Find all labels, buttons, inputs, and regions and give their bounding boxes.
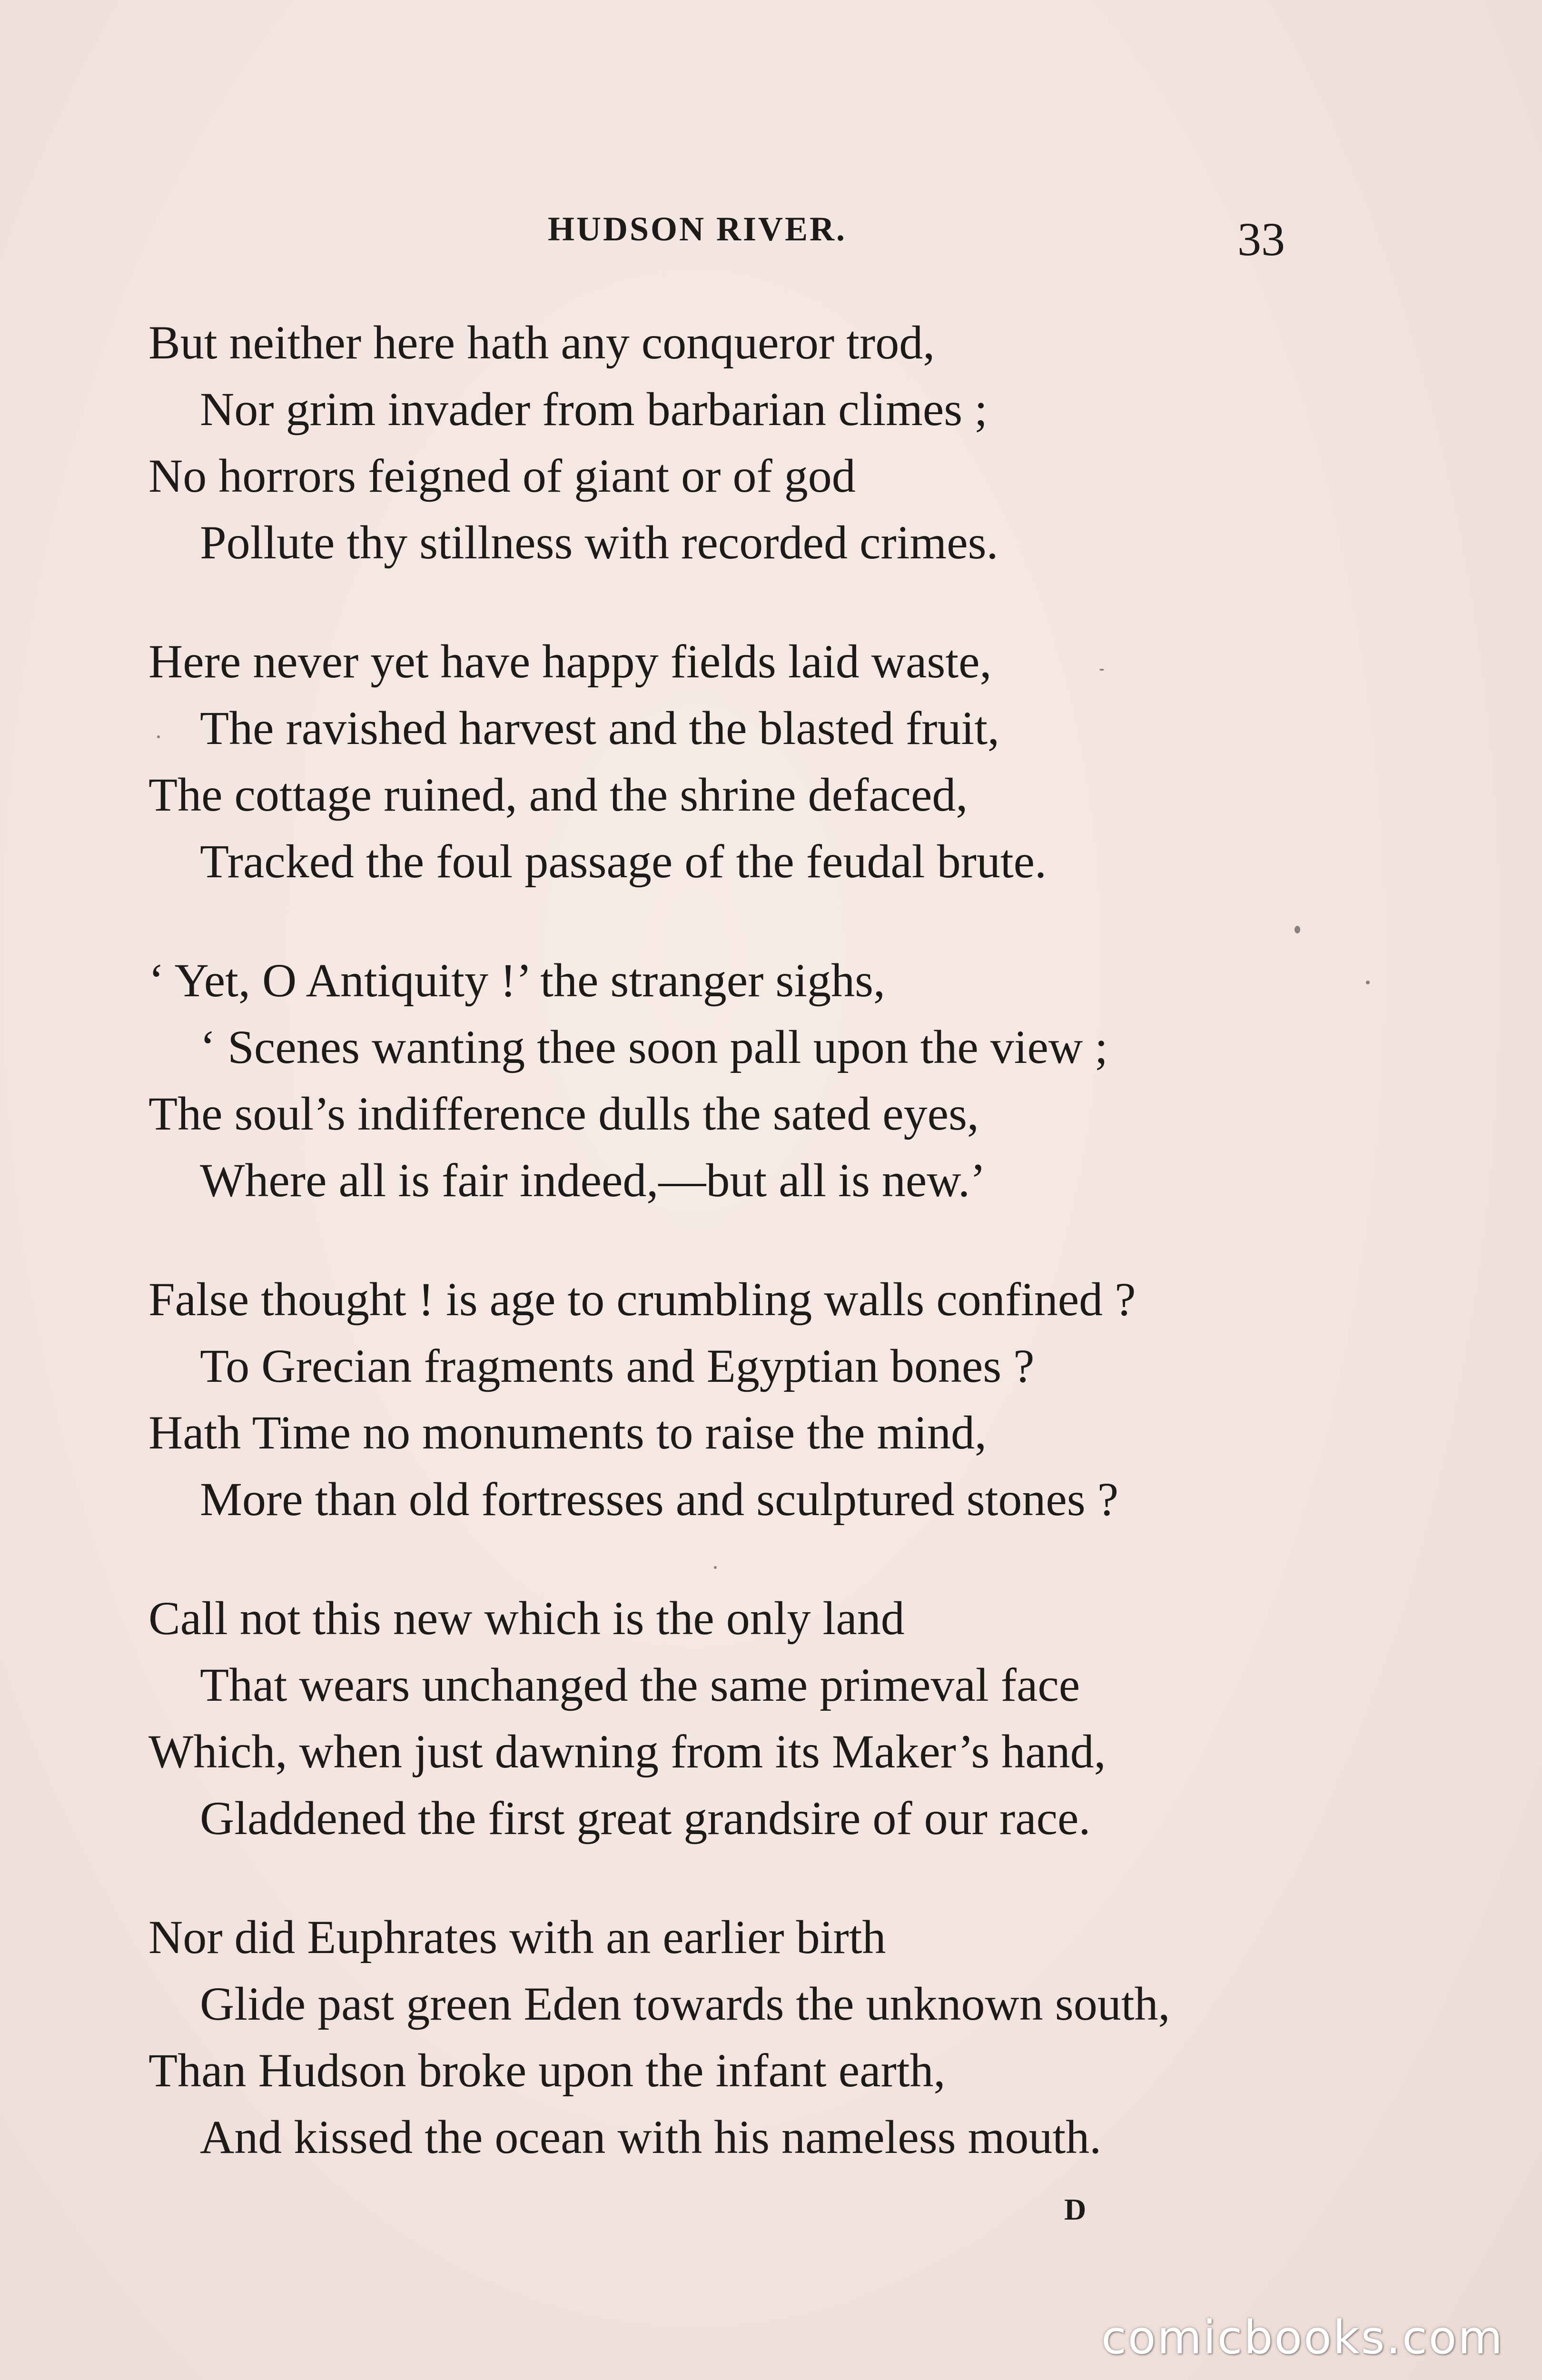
verse-line: Nor grim invader from barbarian climes ; [200, 383, 988, 436]
verse-line: Pollute thy stillness with recorded crimes. [200, 516, 998, 569]
verse-line: Glide past green Eden towards the unknown south, [200, 1977, 1170, 2030]
verse-line: Where all is fair indeed,—but all is new.’ [200, 1154, 986, 1207]
verse-line: False thought ! is age to crumbling walls confined ? [148, 1273, 1136, 1326]
paper-speck [157, 735, 160, 738]
paper-speck [1366, 981, 1370, 984]
verse-line: Tracked the foul passage of the feudal brute. [200, 835, 1047, 888]
stanza-2 [148, 628, 1481, 895]
page-number: 33 [1237, 213, 1285, 266]
verse-line: And kissed the ocean with his nameless mouth. [200, 2111, 1102, 2163]
verse-line: But neither here hath any conqueror trod, [148, 316, 935, 369]
verse-line: Which, when just dawning from its Maker’s hand, [148, 1725, 1106, 1778]
paper-speck [1295, 926, 1300, 933]
verse-line: Gladdened the first great grandsire of our race. [200, 1792, 1091, 1844]
verse-line: ‘ Yet, O Antiquity !’ the stranger sighs, [148, 954, 886, 1007]
watermark-logo: comicbooks.com [1101, 2311, 1504, 2364]
verse-line: Hath Time no monuments to raise the mind, [148, 1406, 987, 1459]
poem-body [148, 309, 1481, 2223]
stanza-1 [148, 309, 1481, 576]
stanza-6 [148, 1904, 1481, 2171]
stanza-3 [148, 947, 1481, 1214]
verse-line: The soul’s indifference dulls the sated eyes, [148, 1087, 979, 1140]
verse-line: The cottage ruined, and the shrine defaced, [148, 768, 968, 821]
verse-line: No horrors feigned of giant or of god [148, 449, 856, 502]
verse-line: The ravished harvest and the blasted fruit, [200, 702, 999, 754]
verse-line: ‘ Scenes wanting thee soon pall upon the view ; [200, 1021, 1108, 1073]
verse-line: Than Hudson broke upon the infant earth, [148, 2044, 946, 2097]
verse-line: Nor did Euphrates with an earlier birth [148, 1911, 886, 1964]
running-header-title: HUDSON RIVER. [547, 210, 847, 248]
paper-speck [714, 1566, 717, 1569]
signature-mark: D [1064, 2192, 1087, 2226]
verse-line: Here never yet have happy fields laid waste, [148, 635, 992, 688]
verse-line: More than old fortresses and sculptured stones ? [200, 1473, 1119, 1526]
stanza-4 [148, 1266, 1481, 1533]
verse-line: To Grecian fragments and Egyptian bones ? [200, 1339, 1035, 1392]
paper-speck [1099, 669, 1104, 671]
stanza-5 [148, 1585, 1481, 1852]
verse-line: Call not this new which is the only land [148, 1592, 905, 1645]
verse-line: That wears unchanged the same primeval face [200, 1658, 1080, 1711]
